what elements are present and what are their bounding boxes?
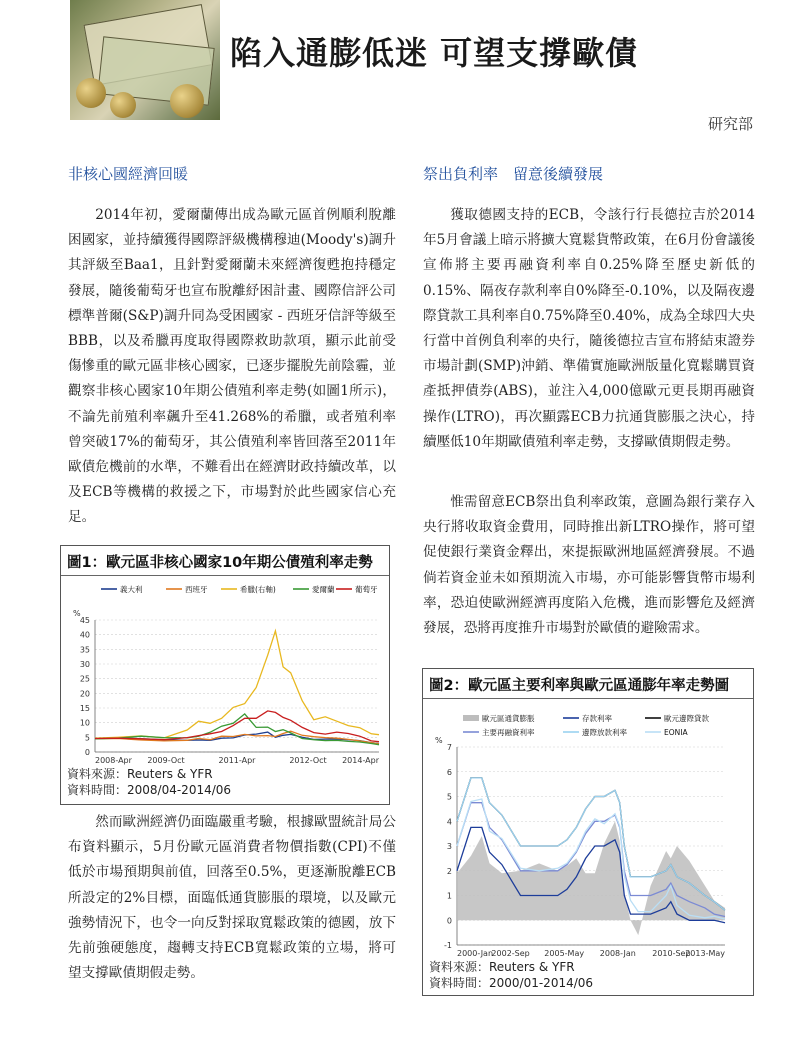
left-paragraph-1: 2014年初，愛爾蘭傳出成為歐元區首例順利脫離困國家，並持續獲得國際評級機構穆迪(Moody's)調升其評級至Baa1，且針對愛爾蘭未來經濟復甦抱持穩定發展，隨後葡萄牙也宣布脫離紓困計畫、國際信評公司標準普爾(S&P)調升同為受困國家 - 西班牙信評等級至BBB，以及希臘再度取得國際救助款項，顯示此前受傷慘重的歐元區非核心國家，已逐步擺脫先前陰霾，並觀察非核心國家10年期公債殖利率走勢(如圖1所示)，不論先前殖利率飆升至41.268%的希臘，或者殖利率曾突破17%的葡萄牙，其公債殖利率皆回落至2011年歐債危機前的水準，不難看出在經濟財政持續改革，以及ECB等機構的救援之下，市場對於此些國家信心充足。 — [68, 207, 396, 526]
y-tick-label: 3 — [446, 842, 452, 851]
y-tick-label: 25 — [79, 674, 90, 684]
figure-2-title: 圖2：歐元區主要利率與歐元區通膨年率走勢圖 — [423, 669, 753, 699]
legend-label: 西班牙 — [185, 585, 208, 594]
department-label: 研究部 — [707, 115, 753, 133]
legend-label: 存款利率 — [582, 714, 612, 723]
left-paragraph-2: 然而歐洲經濟仍面臨嚴重考驗，根據歐盟統計局公布資料顯示，5月份歐元區消費者物價指數(CPI)不僅低於市場預期與前值，回落至0.5%，更逐漸脫離ECB所設定的2%目標，面臨低通貨膨脹的環境，以及歐元強勢情況下，也令一向反對採取寬鬆政策的德國，放下先前強硬態度，趨轉支持ECB寬鬆政策的立場，將可望支撐歐債期假走勢。 — [68, 814, 396, 982]
legend-label: 邊際放款利率 — [582, 728, 627, 737]
figure-1-title: 圖1：歐元區非核心國家10年期公債殖利率走勢 — [61, 546, 389, 576]
legend-label: 歐元邊際貸款 — [664, 714, 709, 723]
right-paragraph-1: 獲取德國支持的ECB，令該行行長德拉吉於2014年5月會議上暗示將擴大寬鬆貨幣政策，在6月份會議後宣佈將主要再融資利率自0.25%降至歷史新低的0.15%、隔夜存款利率自0%降至-0.10%，以及隔夜邊際貸款工具利率自0.75%降至0.40%，成為全球四大央行當中首例負利率的央行，隨後德拉吉宣布將結束證券市場計劃(SMP)沖銷、準備實施歐洲版量化寬鬆購買資產抵押債券(ABS)，並注入4,000億歐元更長期再融資操作(LTRO)，再次顯露ECB力抗通貨膨脹之決心，持續壓低10年期歐債殖利率走勢，支撐歐債期假走勢。 — [423, 207, 755, 450]
legend-label: EONIA — [664, 728, 688, 737]
y-tick-label: -1 — [444, 941, 452, 950]
y-tick-label: 2 — [446, 866, 452, 876]
series-line — [95, 631, 379, 738]
figure-1-source: 資料來源：Reuters & YFR — [67, 767, 213, 781]
y-tick-label: 35 — [79, 645, 90, 655]
y-tick-label: 15 — [79, 704, 90, 713]
x-tick-label: 2014-Apr — [342, 756, 379, 765]
y-tick-label: 0 — [84, 748, 90, 757]
x-tick-label: 2012-Oct — [289, 756, 327, 765]
figure-1-chart — [61, 576, 389, 766]
legend-label: 歐元區通貨膨脹 — [482, 714, 535, 723]
figure-2 — [422, 668, 754, 996]
y-tick-label: 0 — [446, 916, 452, 926]
y-axis-unit: % — [435, 736, 443, 745]
y-tick-label: 20 — [79, 689, 90, 699]
left-section-heading: 非核心國經濟回暖 — [68, 165, 189, 183]
x-tick-label: 2013-May — [685, 949, 725, 958]
header-image — [70, 0, 220, 120]
x-tick-label: 2008-Jan — [599, 949, 636, 958]
x-tick-label: 2005-May — [544, 949, 585, 958]
y-tick-label: 4 — [446, 817, 452, 827]
legend-label: 義大利 — [120, 585, 143, 594]
y-tick-label: 6 — [446, 767, 452, 777]
y-tick-label: 5 — [446, 792, 452, 802]
y-axis-unit: % — [73, 609, 81, 618]
legend-label: 主要再融資利率 — [482, 728, 535, 737]
x-tick-label: 2002-Sep — [491, 949, 530, 958]
y-tick-label: 1 — [446, 891, 452, 901]
figure-2-source: 資料來源：Reuters & YFR — [429, 960, 575, 974]
figure-1-period: 資料時間：2008/04-2014/06 — [67, 783, 232, 797]
y-tick-label: 30 — [79, 660, 90, 669]
right-paragraph-2: 惟需留意ECB祭出負利率政策，意圖為銀行業存入央行將收取資金費用，同時推出新LTRO操作，將可望促使銀行業資金釋出，來提振歐洲地區經濟發展。不過倘若資金並未如預期流入市場，亦可能影響貨幣市場利率，恐迫使歐洲經濟再度陷入危機，進而影響危及經濟發展，恐將再度推升市場對於歐債的避險需求。 — [423, 494, 755, 637]
y-tick-label: 40 — [79, 630, 90, 640]
x-tick-label: 2000-Jan — [457, 949, 494, 958]
x-tick-label: 2011-Apr — [218, 756, 256, 765]
legend-label: 希臘(右軸) — [240, 585, 276, 594]
page-title: 陷入通膨低迷 可望支撐歐債 — [230, 34, 639, 72]
figure-1 — [60, 545, 390, 805]
y-tick-label: 10 — [79, 718, 90, 728]
x-tick-label: 2009-Oct — [147, 756, 185, 765]
figure-2-period: 資料時間：2000/01-2014/06 — [429, 976, 594, 990]
legend-label: 愛爾蘭 — [312, 585, 335, 594]
legend-label: 葡萄牙 — [355, 585, 378, 594]
legend-swatch — [463, 715, 479, 721]
x-tick-label: 2008-Apr — [95, 756, 132, 765]
x-tick-label: 2010-Sep — [652, 949, 691, 958]
figure-2-chart — [423, 699, 753, 959]
right-section-heading: 祭出負利率 留意後續發展 — [423, 165, 604, 183]
y-tick-label: 45 — [79, 616, 90, 625]
y-tick-label: 7 — [446, 743, 452, 752]
y-tick-label: 5 — [84, 733, 90, 743]
